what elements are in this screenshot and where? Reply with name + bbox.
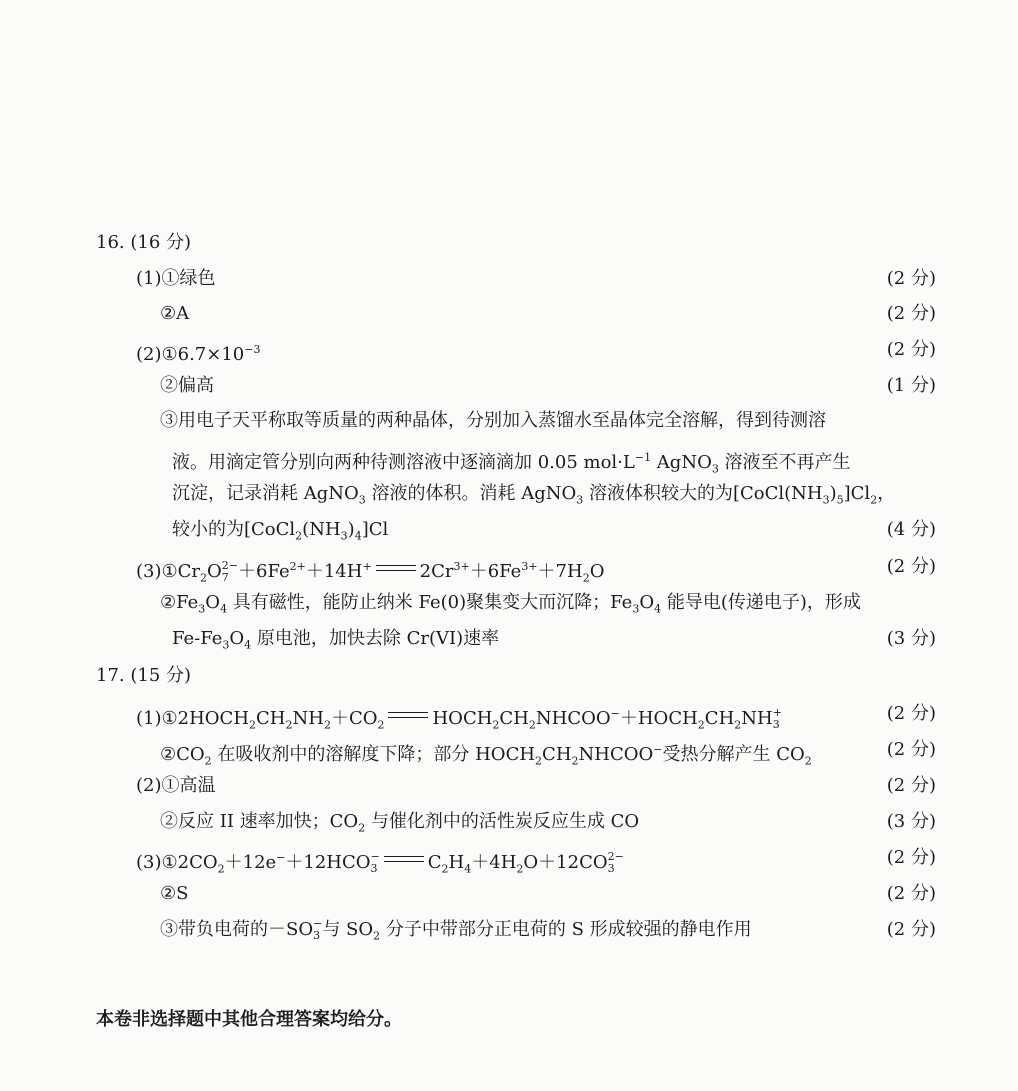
sub: 2 <box>295 529 303 543</box>
score: (2 分) <box>886 556 936 577</box>
sub: 2 <box>535 754 543 768</box>
text: 较小的为[CoCl <box>172 519 296 540</box>
score: (2 分) <box>886 883 936 904</box>
sub: 2 <box>217 862 225 876</box>
text: CH <box>256 708 286 729</box>
text: ②Fe <box>160 592 199 613</box>
sub: 2 <box>734 718 742 732</box>
text: 液。用滴定管分别向两种待测溶液中逐滴滴加 0.05 mol·L <box>172 452 635 473</box>
text: ]Cl <box>361 519 389 540</box>
text: ②CO <box>160 744 205 765</box>
q16-line-5 <box>0 404 1018 438</box>
sub: 3 <box>340 529 348 543</box>
text: ③带负电荷的－SO <box>160 919 314 940</box>
text: ②反应 II 速率加快；CO <box>160 811 359 832</box>
sub: 5 <box>836 493 844 507</box>
q17-line-6 <box>0 877 1018 911</box>
sub: 2 <box>516 862 524 876</box>
q16-line-11 <box>0 622 1018 656</box>
sub: 2 <box>697 718 705 732</box>
sup: −3 <box>244 343 261 356</box>
sub: 4 <box>464 862 472 876</box>
sup: 2− <box>607 850 624 863</box>
text: ， <box>877 483 896 504</box>
sub: 2 <box>358 821 366 835</box>
q17-header-line <box>0 659 1018 693</box>
sub-sup-stack <box>313 918 322 942</box>
text: AgNO <box>651 452 712 473</box>
text: C <box>427 852 442 873</box>
score: (2 分) <box>886 339 936 360</box>
sub-sup-stack <box>371 851 380 875</box>
text: 具有磁性，能防止纳米 Fe(0)聚集变大而沉降；Fe <box>227 592 633 613</box>
q16-2-1-answer <box>136 333 260 372</box>
text: 沉淀，记录消耗 AgNO <box>172 483 359 504</box>
text: ]Cl <box>843 483 871 504</box>
q16-line-2 <box>0 297 1018 331</box>
sub: 2 <box>492 718 500 732</box>
sub: 2 <box>285 718 293 732</box>
text: (2)①6.7×10 <box>136 344 245 365</box>
q16-1-1-answer: (1)①绿色 <box>136 268 216 289</box>
sub: 3 <box>772 718 780 731</box>
q16-line-8 <box>0 513 1018 547</box>
sup: − <box>370 850 380 863</box>
sub: 2 <box>804 754 812 768</box>
q17-2-2-answer <box>160 805 639 846</box>
text: NH <box>741 708 773 729</box>
score: (3 分) <box>886 628 936 649</box>
q16-line-10 <box>0 586 1018 620</box>
text: 分子中带部分正电荷的 S 形成较强的静电作用 <box>380 919 752 940</box>
sub: 2 <box>528 718 536 732</box>
score: (1 分) <box>886 375 936 396</box>
q17-3-3-answer <box>160 913 752 954</box>
text: 溶液至不再产生 <box>718 452 851 473</box>
equals-sign <box>388 697 428 731</box>
text: CH <box>542 744 572 765</box>
sub: 4 <box>220 602 228 616</box>
q16-line-4 <box>0 369 1018 403</box>
text: 2Cr <box>419 561 454 582</box>
q16-3-2-answer-cont <box>172 622 499 663</box>
sup: 3+ <box>453 560 470 573</box>
text: H <box>448 852 465 873</box>
sub: 3 <box>313 929 321 942</box>
q16-header: 16. (16 分) <box>96 232 192 253</box>
sup: − <box>653 743 663 756</box>
text: O <box>207 561 222 582</box>
equals-sign <box>384 841 424 875</box>
sub: 3 <box>822 493 830 507</box>
score: (2 分) <box>886 775 936 796</box>
q16-2-3-answer-cont <box>172 477 895 518</box>
text: NH <box>292 708 324 729</box>
text: NHCOO <box>578 744 654 765</box>
text: O <box>229 628 245 649</box>
q17-line-7 <box>0 913 1018 947</box>
text: ＋4H <box>471 852 517 873</box>
sub: 2 <box>377 718 385 732</box>
text: O＋12CO <box>523 852 608 873</box>
q16-line-1 <box>0 262 1018 296</box>
text: O <box>639 592 655 613</box>
q16-line-7 <box>0 477 1018 511</box>
text: ＋CO <box>330 708 378 729</box>
sup: + <box>362 560 372 573</box>
q17-line-4 <box>0 805 1018 839</box>
sub-sup-stack <box>222 560 238 584</box>
text: 在吸收剂中的溶解度下降；部分 HOCH <box>211 744 536 765</box>
q16-2-3-answer: ③用电子天平称取等质量的两种晶体，分别加入蒸馏水至晶体完全溶解，得到待测溶 <box>160 410 826 431</box>
sub: 2 <box>870 493 878 507</box>
score: (2 分) <box>886 303 936 324</box>
q16-3-2-answer <box>160 586 861 627</box>
score: (2 分) <box>886 739 936 760</box>
text: O <box>205 592 221 613</box>
sup: + <box>772 706 782 719</box>
score: (2 分) <box>886 703 936 724</box>
text: 与 SO <box>322 919 374 940</box>
sub: 4 <box>244 638 252 652</box>
sup: −1 <box>634 451 652 464</box>
q17-line-5 <box>0 841 1018 875</box>
q16-line-3 <box>0 333 1018 367</box>
sup: − <box>313 917 323 930</box>
sub: 3 <box>576 493 584 507</box>
score: (3 分) <box>886 811 936 832</box>
text: ) <box>347 519 355 540</box>
text: (1)①2HOCH <box>136 708 250 729</box>
q16-2-2-answer: ②偏高 <box>160 375 214 396</box>
text: 溶液的体积。消耗 AgNO <box>365 483 577 504</box>
text: ＋7H <box>537 561 583 582</box>
text: 受热分解产生 CO <box>662 744 805 765</box>
text: (3)①Cr <box>136 561 201 582</box>
text: (3)①2CO <box>136 852 218 873</box>
sub-sup-stack <box>608 851 624 875</box>
sup: 2− <box>221 559 238 572</box>
sub: 4 <box>654 602 662 616</box>
score: (2 分) <box>886 919 936 940</box>
text: (NH <box>302 519 341 540</box>
q17-3-2-answer: ②S <box>160 883 189 904</box>
score: (2 分) <box>886 847 936 868</box>
sub: 2 <box>441 862 449 876</box>
sub: 2 <box>323 718 331 732</box>
sup: 3+ <box>521 560 538 573</box>
equals-sign <box>376 550 416 584</box>
text: ＋6Fe <box>238 561 290 582</box>
q17-line-3 <box>0 769 1018 803</box>
q16-1-2-answer: ②A <box>160 303 190 324</box>
text: 溶液体积较大的为[CoCl(NH <box>583 483 823 504</box>
text: ＋12HCO <box>285 852 371 873</box>
sub: 3 <box>370 862 378 875</box>
text: HOCH <box>432 708 493 729</box>
footer-note: 本卷非选择题中其他合理答案均给分。 <box>96 1009 402 1030</box>
text: O <box>589 561 605 582</box>
sub: 3 <box>222 638 230 652</box>
text: ＋14H <box>305 561 363 582</box>
q16-line-9 <box>0 550 1018 584</box>
q17-header: 17. (15 分) <box>96 665 192 686</box>
sub: 3 <box>632 602 640 616</box>
q17-line-1 <box>0 697 1018 731</box>
sub: 2 <box>373 929 381 943</box>
text: 能导电(传递电子)，形成 <box>661 592 861 613</box>
q16-header-line <box>0 226 1018 260</box>
sub: 3 <box>358 493 366 507</box>
text: CH <box>499 708 529 729</box>
q16-line-6 <box>0 441 1018 475</box>
sub: 3 <box>198 602 206 616</box>
text: ) <box>829 483 837 504</box>
text: ＋6Fe <box>469 561 522 582</box>
sub: 2 <box>200 571 208 585</box>
text: ＋12e <box>224 852 277 873</box>
sup: − <box>276 851 286 864</box>
score: (2 分) <box>886 268 936 289</box>
q17-line-2 <box>0 733 1018 767</box>
sub: 2 <box>204 754 212 768</box>
sup: 2+ <box>289 560 306 573</box>
q16-2-3-answer-cont <box>172 513 388 554</box>
sub: 3 <box>711 462 719 476</box>
sup: − <box>610 707 620 720</box>
sub: 2 <box>571 754 579 768</box>
text: 与催化剂中的活性炭反应生成 CO <box>365 811 640 832</box>
sub: 3 <box>607 862 615 875</box>
sub-sup-stack <box>773 707 782 731</box>
sub: 7 <box>221 571 229 584</box>
q17-2-1-answer: (2)①高温 <box>136 775 216 796</box>
text: ＋HOCH <box>619 708 698 729</box>
text: Fe-Fe <box>172 628 223 649</box>
text: NHCOO <box>535 708 611 729</box>
sub: 4 <box>354 529 362 543</box>
sub: 2 <box>249 718 257 732</box>
score: (4 分) <box>886 519 936 540</box>
text: CH <box>704 708 735 729</box>
sub: 2 <box>582 571 590 585</box>
text: 原电池，加快去除 Cr(VI)速率 <box>251 628 500 649</box>
